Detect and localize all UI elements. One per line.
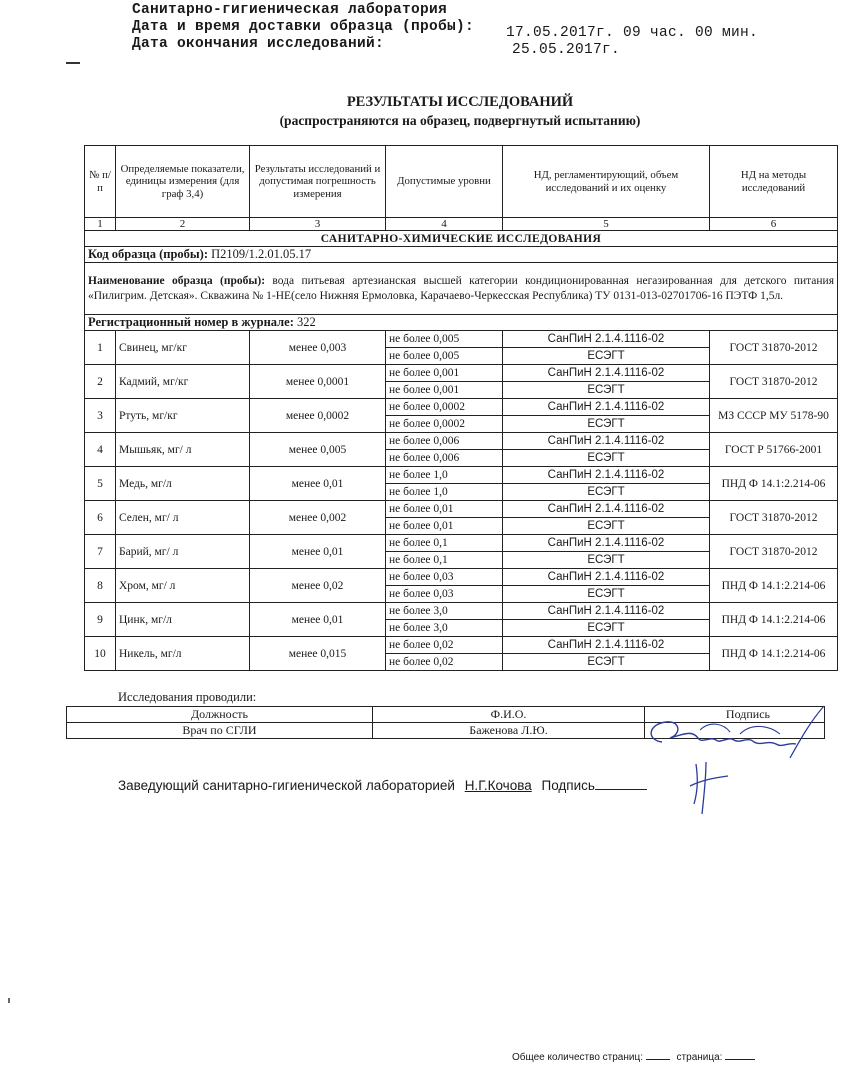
head-sign-blank [595, 779, 647, 790]
col-number: 5 [503, 218, 710, 231]
nd-regulating: СанПиН 2.1.4.1116-02 [503, 501, 710, 518]
staff-header-position: Должность [67, 707, 373, 723]
results-title: РЕЗУЛЬТАТЫ ИССЛЕДОВАНИЙ [346, 94, 574, 110]
method-nd: ПНД Ф 14.1:2.214-06 [710, 637, 838, 671]
row-number: 3 [85, 399, 116, 433]
allowed-level: не более 0,1 [386, 552, 503, 569]
allowed-level: не более 0,0002 [386, 399, 503, 416]
method-nd: МЗ СССР МУ 5178-90 [710, 399, 838, 433]
results-title-block [150, 94, 770, 129]
head-sign-label: Подпись [541, 778, 595, 793]
method-nd: ГОСТ 31870-2012 [710, 331, 838, 365]
registration-label: Регистрационный номер в журнале: [88, 315, 294, 329]
method-nd: ГОСТ Р 51766-2001 [710, 433, 838, 467]
sample-name-row [85, 263, 838, 315]
col-header-result: Результаты исследований и допустимая погрешность измерения [250, 146, 386, 218]
sample-code-value: П2109/1.2.01.05.17 [211, 247, 312, 261]
row-number: 6 [85, 501, 116, 535]
sample-name-value: вода питьевая артезианская высшей категории кондиционированная негазированная для детского питания «Пилигрим. Детская». Скважина № 1-НЕ(село Нижняя Ермоловка, Карачаево-Черкесская Республика) ТУ 0131-013-02701706-16 ПЭТФ 1,5л. [88, 274, 835, 302]
nd-regulating: ЕСЭГТ [503, 450, 710, 467]
result-value: менее 0,01 [250, 603, 386, 637]
method-nd: ПНД Ф 14.1:2.214-06 [710, 467, 838, 501]
allowed-level: не более 3,0 [386, 603, 503, 620]
indicator-name: Селен, мг/ л [116, 501, 250, 535]
allowed-level: не более 0,005 [386, 331, 503, 348]
result-value: менее 0,005 [250, 433, 386, 467]
allowed-level: не более 3,0 [386, 620, 503, 637]
delivery-label: Дата и время доставки образца (пробы): [132, 19, 475, 35]
col-header-allowed: Допустимые уровни [386, 146, 503, 218]
result-row [85, 535, 838, 552]
delivery-value: 17.05.2017г. 09 час. 00 мин. [506, 25, 759, 41]
nd-regulating: СанПиН 2.1.4.1116-02 [503, 603, 710, 620]
result-row [85, 365, 838, 382]
row-number: 1 [85, 331, 116, 365]
allowed-level: не более 0,1 [386, 535, 503, 552]
allowed-level: не более 0,006 [386, 450, 503, 467]
col-number: 2 [116, 218, 250, 231]
scan-mark [66, 62, 80, 64]
allowed-level: не более 0,001 [386, 365, 503, 382]
nd-regulating: СанПиН 2.1.4.1116-02 [503, 331, 710, 348]
result-row [85, 467, 838, 484]
row-number: 2 [85, 365, 116, 399]
registration-value: 322 [297, 315, 316, 329]
result-row [85, 399, 838, 416]
indicator-name: Хром, мг/ л [116, 569, 250, 603]
page-footer [512, 1052, 755, 1063]
allowed-level: не более 0,001 [386, 382, 503, 399]
result-value: менее 0,01 [250, 467, 386, 501]
nd-regulating: СанПиН 2.1.4.1116-02 [503, 399, 710, 416]
allowed-level: не более 0,006 [386, 433, 503, 450]
result-value: менее 0,02 [250, 569, 386, 603]
row-number: 8 [85, 569, 116, 603]
nd-regulating: ЕСЭГТ [503, 382, 710, 399]
allowed-level: не более 0,0002 [386, 416, 503, 433]
registration-row [85, 315, 838, 331]
section-title: САНИТАРНО-ХИМИЧЕСКИЕ ИССЛЕДОВАНИЯ [85, 231, 838, 247]
staff-header-name: Ф.И.О. [373, 707, 645, 723]
head-label: Заведующий санитарно-гигиенической лабораторией [118, 778, 455, 793]
nd-regulating: ЕСЭГТ [503, 484, 710, 501]
result-row [85, 501, 838, 518]
nd-regulating: СанПиН 2.1.4.1116-02 [503, 365, 710, 382]
row-number: 4 [85, 433, 116, 467]
row-number: 7 [85, 535, 116, 569]
indicator-name: Кадмий, мг/кг [116, 365, 250, 399]
result-value: менее 0,01 [250, 535, 386, 569]
col-header-nd-regulating: НД, регламентирующий, объем исследований и их оценку [503, 146, 710, 218]
row-number: 9 [85, 603, 116, 637]
page-label: страница: [676, 1052, 723, 1063]
lab-name: Санитарно-гигиеническая лаборатория [132, 2, 448, 18]
method-nd: ПНД Ф 14.1:2.214-06 [710, 603, 838, 637]
sample-name-label: Наименование образца (пробы): [88, 274, 266, 287]
conducted-by-label: Исследования проводили: [118, 690, 257, 704]
indicator-name: Никель, мг/л [116, 637, 250, 671]
scan-mark [8, 998, 10, 1003]
nd-regulating: СанПиН 2.1.4.1116-02 [503, 535, 710, 552]
result-row [85, 331, 838, 348]
indicator-name: Мышьяк, мг/ л [116, 433, 250, 467]
total-pages-label: Общее количество страниц: [512, 1052, 643, 1063]
method-nd: ГОСТ 31870-2012 [710, 365, 838, 399]
head-signature-line [118, 778, 647, 793]
allowed-level: не более 0,03 [386, 569, 503, 586]
indicator-name: Барий, мг/ л [116, 535, 250, 569]
result-row [85, 569, 838, 586]
nd-regulating: СанПиН 2.1.4.1116-02 [503, 637, 710, 654]
nd-regulating: ЕСЭГТ [503, 348, 710, 365]
table-header-row [85, 146, 838, 218]
col-number: 1 [85, 218, 116, 231]
indicator-name: Цинк, мг/л [116, 603, 250, 637]
column-number-row [85, 218, 838, 231]
end-date-label: Дата окончания исследований: [132, 36, 385, 52]
col-header-nd-methods: НД на методы исследований [710, 146, 838, 218]
allowed-level: не более 1,0 [386, 467, 503, 484]
total-pages-blank [646, 1059, 670, 1060]
result-row [85, 637, 838, 654]
end-date-value: 25.05.2017г. [512, 42, 621, 58]
staff-position: Врач по СГЛИ [67, 723, 373, 739]
result-value: менее 0,0002 [250, 399, 386, 433]
indicator-name: Медь, мг/л [116, 467, 250, 501]
col-number: 6 [710, 218, 838, 231]
result-row [85, 433, 838, 450]
result-value: менее 0,002 [250, 501, 386, 535]
nd-regulating: ЕСЭГТ [503, 586, 710, 603]
allowed-level: не более 0,01 [386, 518, 503, 535]
result-value: менее 0,0001 [250, 365, 386, 399]
nd-regulating: СанПиН 2.1.4.1116-02 [503, 569, 710, 586]
col-number: 4 [386, 218, 503, 231]
head-name: Н.Г.Кочова [464, 778, 532, 793]
allowed-level: не более 1,0 [386, 484, 503, 501]
row-number: 10 [85, 637, 116, 671]
allowed-level: не более 0,02 [386, 637, 503, 654]
method-nd: ПНД Ф 14.1:2.214-06 [710, 569, 838, 603]
col-header-number: № п/п [85, 146, 116, 218]
nd-regulating: СанПиН 2.1.4.1116-02 [503, 433, 710, 450]
allowed-level: не более 0,02 [386, 654, 503, 671]
nd-regulating: ЕСЭГТ [503, 620, 710, 637]
indicator-name: Свинец, мг/кг [116, 331, 250, 365]
staff-header-signature: Подпись [645, 707, 825, 723]
results-table [84, 145, 838, 671]
row-number: 5 [85, 467, 116, 501]
result-row [85, 603, 838, 620]
results-subtitle: (распространяются на образец, подвергнутый испытанию) [279, 113, 641, 128]
nd-regulating: ЕСЭГТ [503, 518, 710, 535]
allowed-level: не более 0,01 [386, 501, 503, 518]
allowed-level: не более 0,03 [386, 586, 503, 603]
head-signature-image [676, 756, 736, 820]
nd-regulating: ЕСЭГТ [503, 552, 710, 569]
nd-regulating: ЕСЭГТ [503, 416, 710, 433]
nd-regulating: ЕСЭГТ [503, 654, 710, 671]
result-value: менее 0,003 [250, 331, 386, 365]
nd-regulating: СанПиН 2.1.4.1116-02 [503, 467, 710, 484]
sample-code-row [85, 247, 838, 263]
col-number: 3 [250, 218, 386, 231]
indicator-name: Ртуть, мг/кг [116, 399, 250, 433]
col-header-indicator: Определяемые показатели, единицы измерения (для граф 3,4) [116, 146, 250, 218]
method-nd: ГОСТ 31870-2012 [710, 535, 838, 569]
page-blank [725, 1059, 755, 1060]
staff-name: Баженова Л.Ю. [373, 723, 645, 739]
sample-code-label: Код образца (пробы): [88, 247, 208, 261]
allowed-level: не более 0,005 [386, 348, 503, 365]
method-nd: ГОСТ 31870-2012 [710, 501, 838, 535]
result-value: менее 0,015 [250, 637, 386, 671]
